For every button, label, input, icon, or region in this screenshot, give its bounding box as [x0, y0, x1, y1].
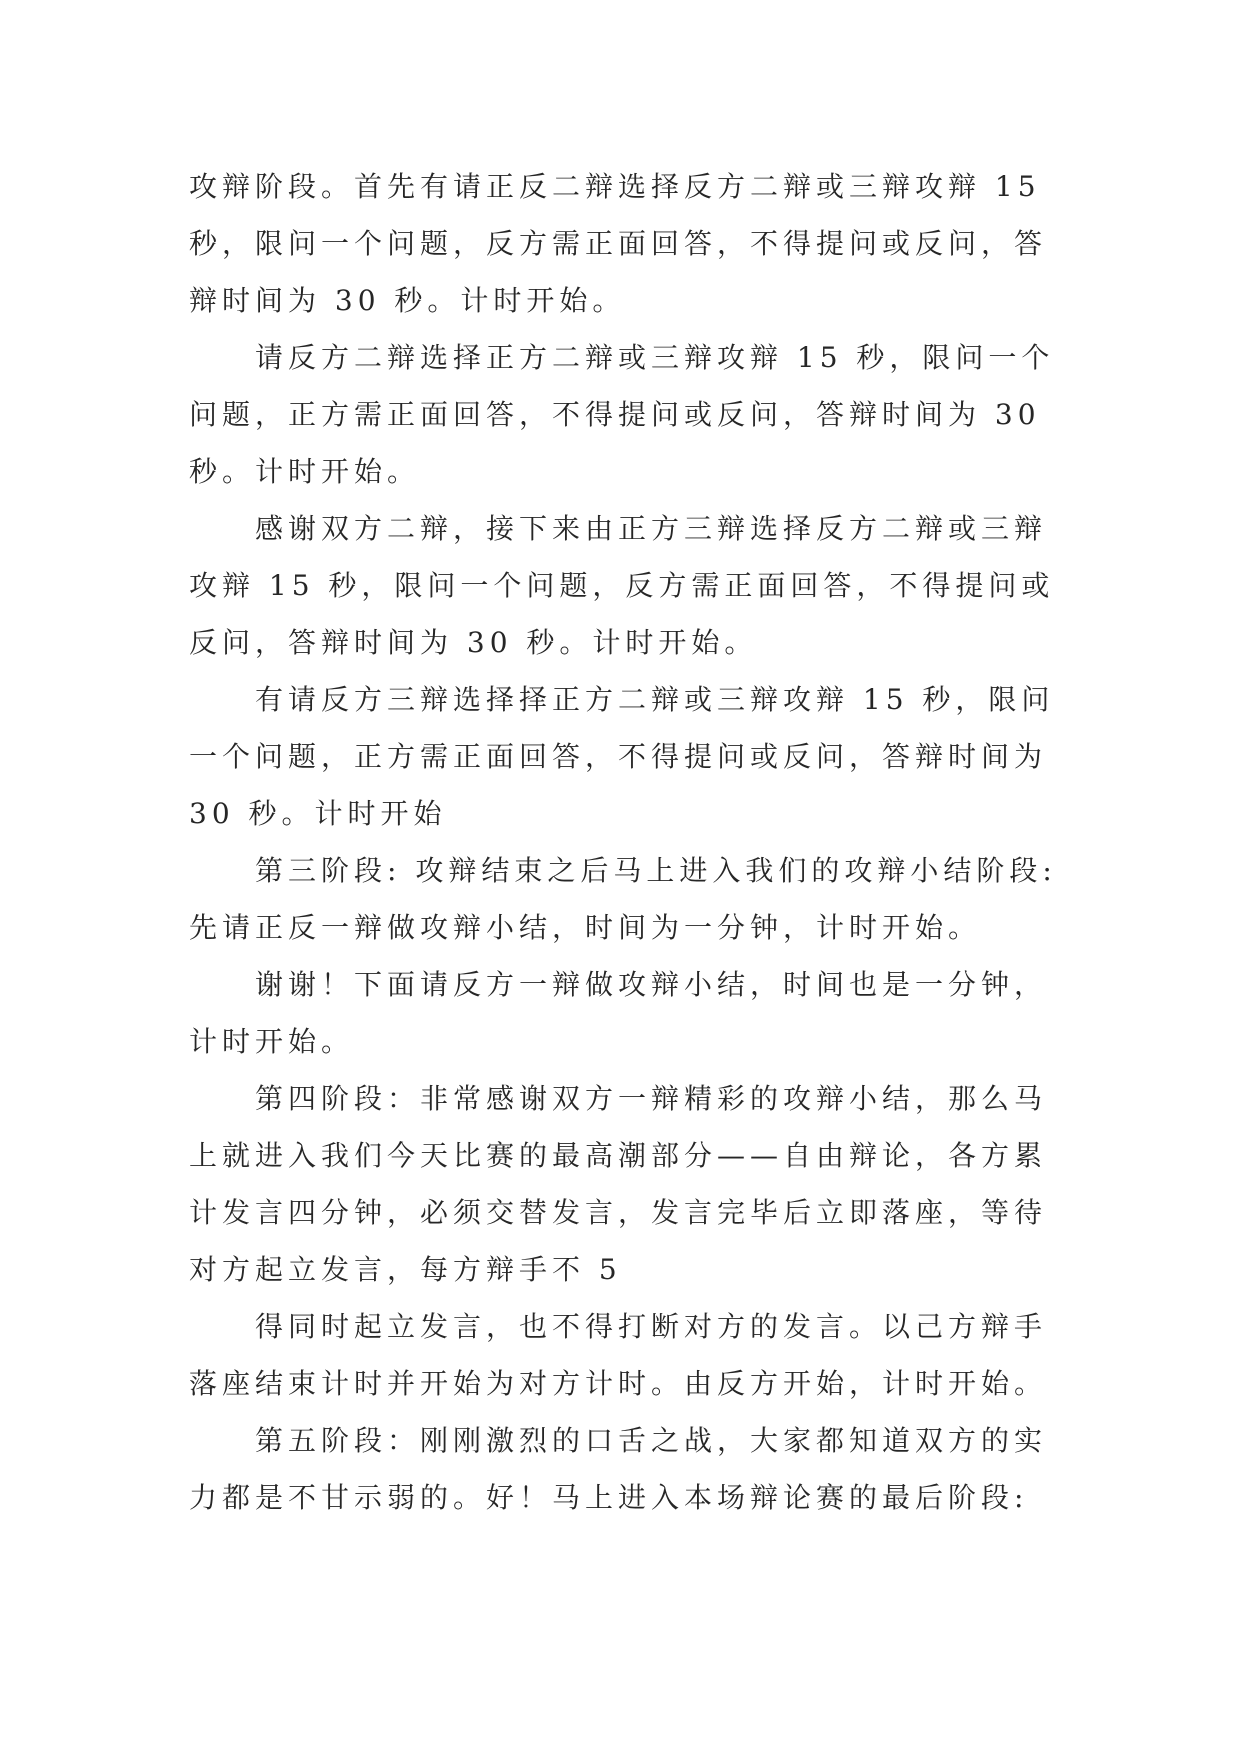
text-line: 有请反方三辩选择择正方二辩或三辩攻辩 15 秒，限问	[255, 683, 1055, 716]
text-line: 攻辩阶段。首先有请正反二辩选择反方二辩或三辩攻辩 15	[189, 170, 1041, 203]
text-line: 第五阶段：刚刚激烈的口舌之战，大家都知道双方的实	[255, 1424, 1048, 1457]
text-line: 问题，正方需正面回答，不得提问或反问，答辩时间为 30	[189, 398, 1041, 431]
text-line: 秒，限问一个问题，反方需正面回答，不得提问或反问，答	[189, 227, 1048, 260]
text-line: 计发言四分钟，必须交替发言，发言完毕后立即落座，等待	[189, 1196, 1048, 1229]
text-line: 计时开始。	[189, 1025, 355, 1058]
paragraph-8	[189, 1298, 1074, 1412]
text-line: 请反方二辩选择正方二辩或三辩攻辩 15 秒，限问一个	[255, 341, 1055, 374]
paragraph-2	[189, 329, 1074, 500]
text-line: 谢谢！下面请反方一辩做攻辩小结，时间也是一分钟，	[255, 968, 1048, 1001]
document-body	[189, 158, 1074, 1526]
text-line: 力都是不甘示弱的。好！马上进入本场辩论赛的最后阶段:	[189, 1481, 1029, 1514]
text-line: 第三阶段: 攻辩结束之后马上进入我们的攻辩小结阶段:	[255, 854, 1057, 887]
paragraph-9	[189, 1412, 1074, 1526]
text-line: 反问，答辩时间为 30 秒。计时开始。	[189, 626, 758, 659]
text-line: 第四阶段：非常感谢双方一辩精彩的攻辩小结，那么马	[255, 1082, 1048, 1115]
text-line: 上就进入我们今天比赛的最高潮部分——自由辩论，各方累	[189, 1139, 1048, 1172]
paragraph-4	[189, 671, 1074, 842]
paragraph-3	[189, 500, 1074, 671]
text-line: 感谢双方二辩，接下来由正方三辩选择反方二辩或三辩	[255, 512, 1048, 545]
text-line: 攻辩 15 秒，限问一个问题，反方需正面回答，不得提问或	[189, 569, 1055, 602]
paragraph-5	[189, 842, 1074, 956]
paragraph-6	[189, 956, 1074, 1070]
text-line: 得同时起立发言，也不得打断对方的发言。以己方辩手	[255, 1310, 1048, 1343]
text-line: 先请正反一辩做攻辩小结，时间为一分钟，计时开始。	[189, 911, 982, 944]
text-line: 对方起立发言，每方辩手不 5	[189, 1253, 622, 1286]
paragraph-7	[189, 1070, 1074, 1298]
text-line: 一个问题，正方需正面回答，不得提问或反问，答辩时间为	[189, 740, 1048, 773]
text-line: 辩时间为 30 秒。计时开始。	[189, 284, 626, 317]
text-line: 落座结束计时并开始为对方计时。由反方开始，计时开始。	[189, 1367, 1048, 1400]
text-line: 30 秒。计时开始	[189, 797, 447, 830]
text-line: 秒。计时开始。	[189, 455, 421, 488]
paragraph-1	[189, 158, 1074, 329]
